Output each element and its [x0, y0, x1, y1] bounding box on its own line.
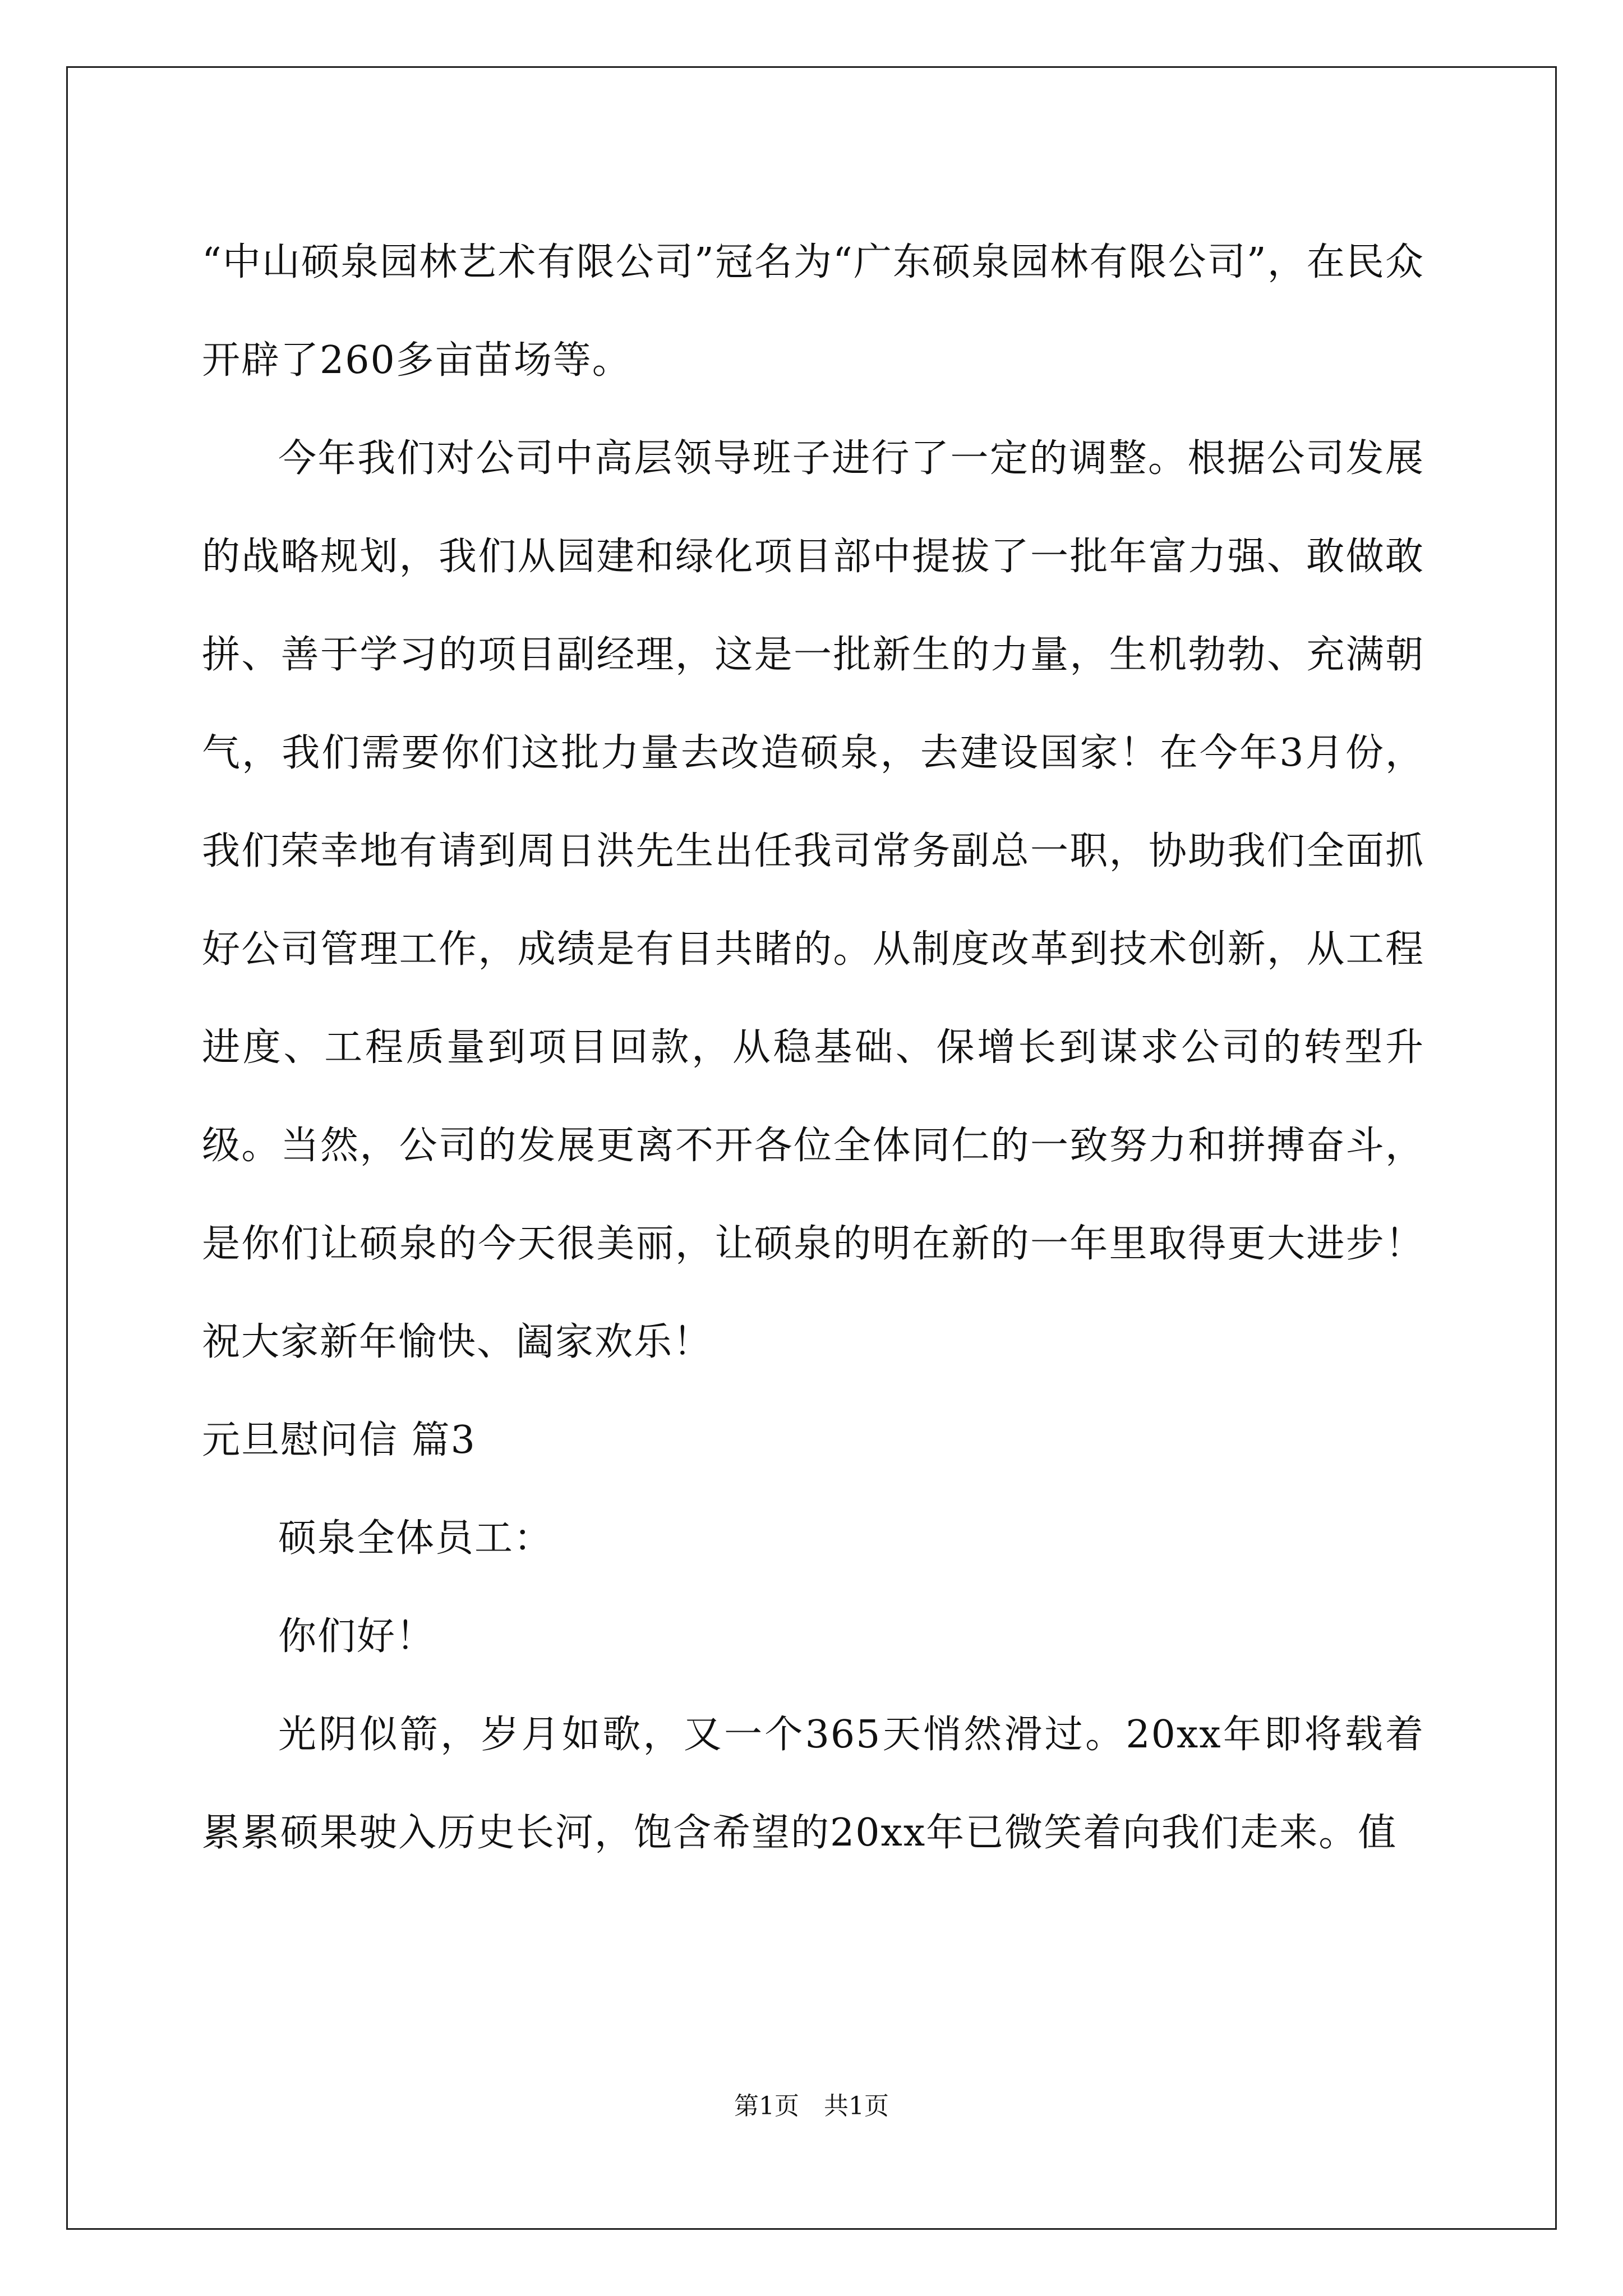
section-heading: 元旦慰问信 篇3 — [202, 1418, 476, 1462]
paragraph-leadership: 今年我们对公司中高层领导班子进行了一定的调整。根据公司发展的战略规划，我们从园建和绿化项目部中提拔了一批年富力强、敢做敢拼、善于学习的项目副经理，这是一批新生的力量，生机勃勃、充满朝气，我们需要你们这批力量去改造硕泉，去建设国家！在今年3月份，我们荣幸地有请到周日洪先生出任我司常务副总一职，协助我们全面抓好公司管理工作，成绩是有目共睹的。从制度改革到技术创新，从工程进度、工程质量到项目回款，从稳基础、保增长到谋求公司的转型升级。当然，公司的发展更离不开各位全体同仁的一致努力和拼搏奋斗，是你们让硕泉的今天很美丽，让硕泉的明在新的一年里取得更大进步！祝大家新年愉快、阖家欢乐！ — [202, 436, 1424, 1364]
page-number-footer: 第1页 共1页 — [734, 2092, 889, 2120]
greeting-recipient: 硕泉全体员工： — [278, 1516, 554, 1561]
paragraph-company-rename: “中山硕泉园林艺术有限公司”冠名为“广东硕泉园林有限公司”，在民众开辟了260多亩苗场等。 — [202, 240, 1424, 383]
greeting-line: 你们好！ — [278, 1614, 436, 1659]
paragraph-new-year: 光阴似箭，岁月如歌，又一个365天悄然滑过。20xx年即将载着累累硕果驶入历史长河，饱含希望的20xx年已微笑着向我们走来。值 — [202, 1713, 1424, 1855]
document-body — [202, 213, 1424, 1882]
